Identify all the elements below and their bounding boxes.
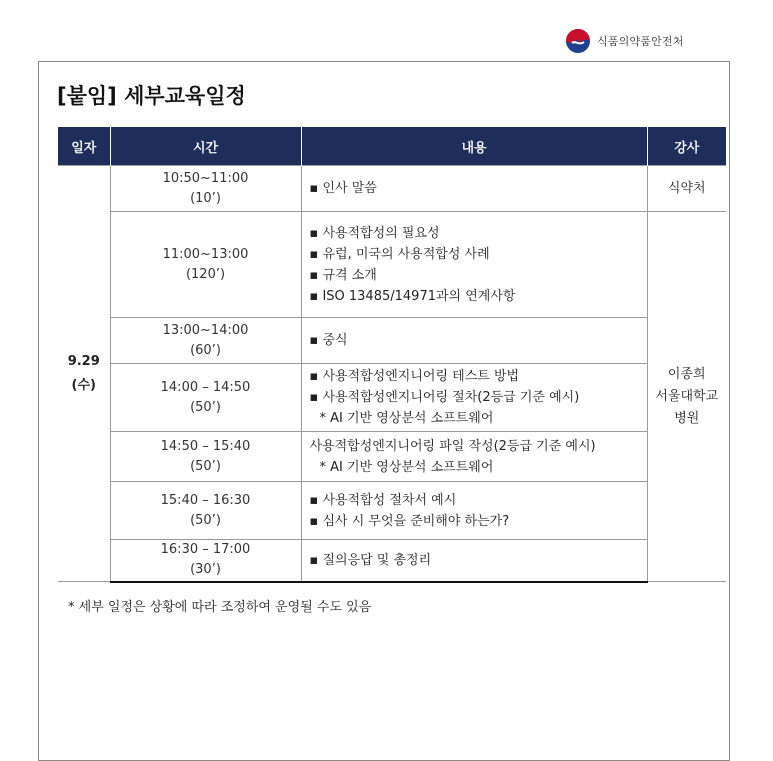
content-cell xyxy=(301,364,647,432)
time-cell xyxy=(110,482,301,540)
agency-logo xyxy=(565,28,684,54)
time-cell xyxy=(110,166,301,212)
instructor-name: 이종희 xyxy=(667,366,706,382)
table-row xyxy=(58,212,726,318)
date-cell xyxy=(58,166,110,582)
time-cell xyxy=(110,432,301,482)
mfds-emblem-icon xyxy=(565,28,591,54)
content-cell xyxy=(301,540,647,582)
content-line: 사용적합성엔지니어링 파일 작성(2등급 기준 예시) xyxy=(309,438,596,454)
schedule-note: * 세부 일정은 상황에 따라 조정하여 운영될 수도 있음 xyxy=(68,600,372,615)
table-row xyxy=(58,364,726,432)
column-header-time: 시간 xyxy=(110,127,301,166)
time-range: 15:40 – 16:30 xyxy=(160,492,251,508)
table-row xyxy=(58,166,726,212)
table-row xyxy=(58,540,726,582)
time-range: 13:00~14:00 xyxy=(162,322,249,338)
time-range: 14:50 – 15:40 xyxy=(160,438,251,454)
time-cell xyxy=(110,212,301,318)
content-line: ▪ 사용적합성엔지니어링 테스트 방법 xyxy=(309,369,520,384)
content-line: ▪ 유럽, 미국의 사용적합성 사례 xyxy=(309,246,490,262)
column-header-date: 일자 xyxy=(58,127,110,166)
instructor-cell: 식약처 xyxy=(647,166,726,212)
time-duration: (60’) xyxy=(190,342,221,358)
column-header-instructor: 강사 xyxy=(647,127,726,166)
table-row xyxy=(58,482,726,540)
content-line: ▪ 심사 시 무엇을 준비해야 하는가? xyxy=(309,513,510,529)
table-row xyxy=(58,318,726,364)
instructor-affiliation-line2: 병원 xyxy=(674,410,700,426)
table-header-row xyxy=(58,127,726,166)
time-range: 14:00 – 14:50 xyxy=(160,379,251,395)
content-cell xyxy=(301,482,647,540)
content-line: ▪ 사용적합성의 필요성 xyxy=(309,225,440,241)
page-title: [붙임] 세부교육일정 xyxy=(57,84,246,108)
date-value: 9.29 xyxy=(67,353,100,369)
time-range: 10:50~11:00 xyxy=(162,170,249,186)
time-duration: (120’) xyxy=(185,266,226,282)
content-line: * AI 기반 영상분석 소프트웨어 xyxy=(319,411,494,426)
content-line: ▪ 인사 말씀 xyxy=(309,181,377,196)
time-range: 11:00~13:00 xyxy=(162,246,249,262)
instructor-affiliation: 서울대학교 xyxy=(655,388,719,404)
time-duration: (50’) xyxy=(190,458,221,474)
instructor-cell xyxy=(647,212,726,582)
agency-name: 식품의약품안전처 xyxy=(597,35,684,48)
content-line: ▪ 중식 xyxy=(309,333,348,348)
table-row xyxy=(58,432,726,482)
time-duration: (50’) xyxy=(190,399,221,415)
content-line: ▪ 사용적합성 절차서 예시 xyxy=(309,492,457,508)
time-range: 16:30 – 17:00 xyxy=(160,542,251,558)
time-duration: (50’) xyxy=(190,512,221,528)
time-cell xyxy=(110,540,301,582)
schedule-table xyxy=(58,127,726,583)
date-weekday: (수) xyxy=(71,377,96,393)
content-cell xyxy=(301,166,647,212)
time-duration: (30’) xyxy=(190,562,221,578)
content-cell xyxy=(301,212,647,318)
content-line: ▪ 사용적합성엔지니어링 절차(2등급 기준 예시) xyxy=(309,390,580,405)
column-header-content: 내용 xyxy=(301,127,647,166)
time-cell xyxy=(110,364,301,432)
content-line: ▪ ISO 13485/14971과의 연계사항 xyxy=(309,288,516,304)
time-cell xyxy=(110,318,301,364)
content-line: * AI 기반 영상분석 소프트웨어 xyxy=(319,459,494,475)
content-line: ▪ 질의응답 및 총정리 xyxy=(309,552,432,568)
content-cell xyxy=(301,318,647,364)
content-cell xyxy=(301,432,647,482)
content-line: ▪ 규격 소개 xyxy=(309,267,377,283)
time-duration: (10’) xyxy=(190,190,221,206)
